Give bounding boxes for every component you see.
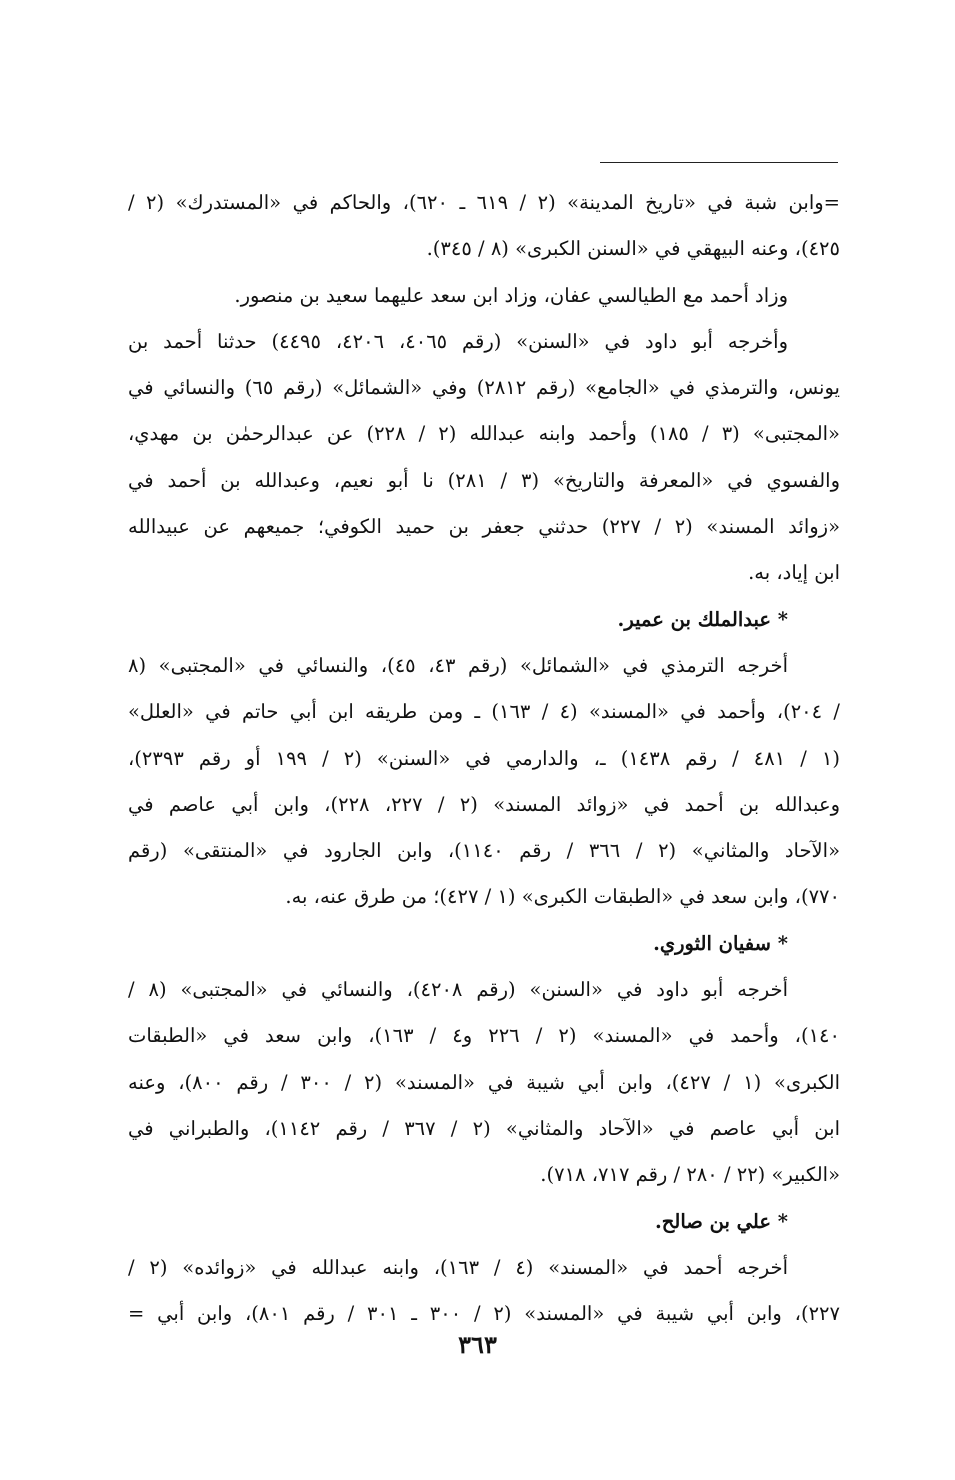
text-line: ابن أبي عاصم في «الآحاد والمثاني» (٢ / ٣٦٧ / رقم ١١٤٢)، والطبراني في (128, 1116, 840, 1140)
text-line: ابن إياد، به. (748, 561, 840, 585)
text-line: ١٤٠)، وأحمد في «المسند» (٢ / ٢٢٦ و٤ / ١٦٣)، وابن سعد في «الطبقات (128, 1024, 840, 1048)
text-line: ٤٢٥)، وعنه البيهقي في «السنن الكبرى» (٨ / ٣٤٥). (426, 237, 840, 261)
text-line: وزاد أحمد مع الطيالسي عفان، وزاد ابن سعد عليهما سعيد بن منصور. (234, 283, 788, 307)
text-line: «المجتبى» (٣ / ١٨٥) وأحمد وابنه عبدالله (٢ / ٢٢٨) عن عبدالرحمٰن بن مهدي، (128, 422, 840, 446)
text-line: ٧٧٠)، وابن سعد في «الطبقات الكبرى» (١ / ٤٢٧)؛ من طرق عنه، به. (285, 885, 840, 909)
text-line: والفسوي في «المعرفة والتاريخ» (٣ / ٢٨١) نا أبو نعيم، وعبدالله بن أحمد في (128, 468, 840, 492)
text-line: =وابن شبة في «تاريخ المدينة» (٢ / ٦١٩ ـ ٦٢٠)، والحاكم في «المستدرك» (٢ / (128, 191, 840, 214)
text-line: أخرجه أبو داود في «السنن» (رقم ٤٢٠٨)، والنسائي في «المجتبى» (٨ / (128, 978, 788, 1002)
text-line: ٢٢٧)، وابن أبي شيبة في «المسند» (٢ / ٣٠٠ ـ ٣٠١ / رقم ٨٠١)، وابن أبي = (128, 1302, 840, 1326)
text-line: وعبدالله بن أحمد في «زوائد المسند» (٢ / ٢٢٧، ٢٢٨)، وابن أبي عاصم في (128, 792, 840, 816)
text-line: أخرجه أحمد في «المسند» (٤ / ١٦٣)، وابنه عبدالله في «زوائده» (٢ / (128, 1255, 788, 1279)
text-line: «الكبير» (٢٢ / ٢٨٠ / رقم ٧١٧، ٧١٨). (540, 1163, 840, 1187)
footnote-separator-rule (600, 162, 838, 163)
text-line: وأخرجه أبو داود في «السنن» (رقم ٤٠٦٥، ٤٢٠٦، ٤٤٩٥) حدثنا أحمد بن (128, 329, 788, 353)
text-line: (١ / ٤٨١ / رقم ١٤٣٨) ـ، والدارمي في «السنن» (٢ / ١٩٩ أو رقم ٢٣٩٣)، (128, 746, 840, 770)
section-heading: * علي بن صالح. (655, 1209, 788, 1233)
footnote-text-block (128, 180, 840, 1337)
section-heading: * سفيان الثوري. (653, 931, 788, 955)
text-line: / ٢٠٤)، وأحمد في «المسند» (٤ / ١٦٣) ـ ومن طريقه ابن أبي حاتم في «العلل» (128, 700, 840, 724)
text-line: «الآحاد والمثاني» (٢ / ٣٦٦ / رقم ١١٤٠)، وابن الجارود في «المنتقى» (رقم (128, 839, 840, 863)
text-line: «زوائد المسند» (٢ / ٢٢٧) حدثني جعفر بن حميد الكوفي؛ جميعهم عن عبيدالله (128, 515, 840, 539)
section-heading: * عبدالملك بن عمير. (617, 607, 788, 631)
page-number: ٣٦٣ (458, 1330, 497, 1359)
text-line: أخرجه الترمذي في «الشمائل» (رقم ٤٣، ٤٥)، والنسائي في «المجتبى» (٨ (128, 653, 788, 677)
text-line: يونس، والترمذي في «الجامع» (رقم ٢٨١٢) وفي «الشمائل» (رقم ٦٥) والنسائي في (128, 376, 840, 400)
text-line: الكبرى» (١ / ٤٢٧)، وابن أبي شيبة في «المسند» (٢ / ٣٠٠ / رقم ٨٠٠)، وعنه (128, 1070, 840, 1094)
